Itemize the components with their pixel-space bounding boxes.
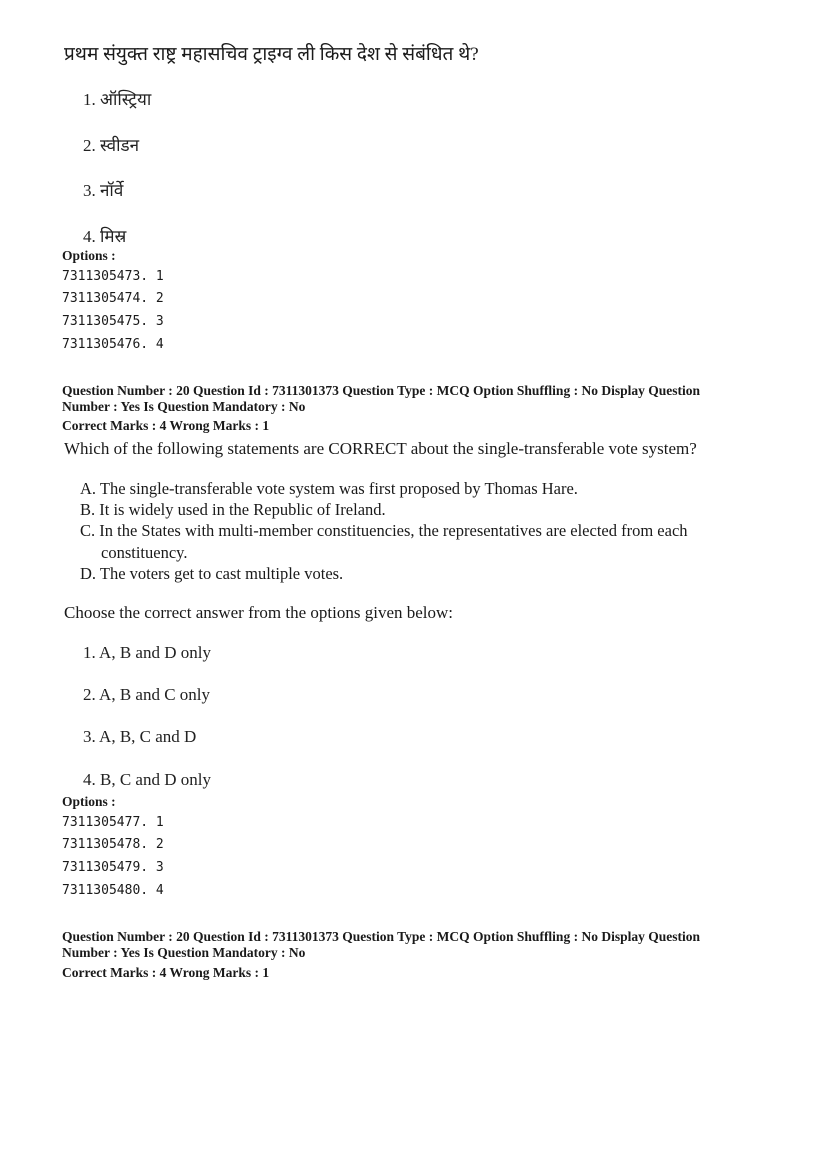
- statement-a: A. The single-transferable vote system was first proposed by Thomas Hare.: [80, 479, 578, 498]
- statement-c: C. In the States with multi-member constituencies, the representatives are elected from each: [80, 521, 688, 540]
- option-line: 7311305475. 3: [62, 314, 164, 329]
- options-label: Options :: [62, 794, 116, 809]
- question-text: Which of the following statements are CORRECT about the single-transferable vote system?: [64, 439, 697, 458]
- statement-d: D. The voters get to cast multiple votes.: [80, 564, 344, 583]
- hindi-choice-3: 3. नॉर्वे: [83, 181, 124, 200]
- options-label: Options :: [62, 248, 116, 263]
- option-line: 7311305479. 3: [62, 860, 164, 875]
- choice-1: 1. A, B and D only: [83, 643, 211, 662]
- next-question-meta-line2: Number : Yes Is Question Mandatory : No: [62, 945, 306, 960]
- question-marks: Correct Marks : 4 Wrong Marks : 1: [62, 418, 270, 433]
- hindi-choice-2: 2. स्वीडन: [83, 136, 139, 155]
- hindi-choice-1: 1. ऑस्ट्रिया: [83, 90, 152, 109]
- question-meta-line1: Question Number : 20 Question Id : 7311301373 Question Type : MCQ Option Shuffling : No Display Question: [62, 383, 700, 398]
- hindi-question-text: प्रथम संयुक्त राष्ट्र महासचिव ट्राइग्व ली किस देश से संबंधित थे?: [64, 44, 479, 65]
- question-meta-line2: Number : Yes Is Question Mandatory : No: [62, 399, 306, 414]
- hindi-choice-4: 4. मिस्र: [83, 227, 127, 246]
- statement-b: B. It is widely used in the Republic of Ireland.: [80, 500, 386, 519]
- next-question-meta-line1: Question Number : 20 Question Id : 7311301373 Question Type : MCQ Option Shuffling : No Display Question: [62, 929, 700, 944]
- option-line: 7311305477. 1: [62, 815, 164, 830]
- statement-c-continued: constituency.: [101, 543, 188, 562]
- next-question-marks: Correct Marks : 4 Wrong Marks : 1: [62, 965, 270, 980]
- option-line: 7311305476. 4: [62, 337, 164, 352]
- choice-3: 3. A, B, C and D: [83, 727, 197, 746]
- choice-2: 2. A, B and C only: [83, 685, 211, 704]
- instruction-text: Choose the correct answer from the options given below:: [64, 603, 454, 622]
- choice-4: 4. B, C and D only: [83, 770, 211, 789]
- option-line: 7311305480. 4: [62, 883, 164, 898]
- option-line: 7311305473. 1: [62, 269, 164, 284]
- option-line: 7311305478. 2: [62, 837, 164, 852]
- option-line: 7311305474. 2: [62, 291, 164, 306]
